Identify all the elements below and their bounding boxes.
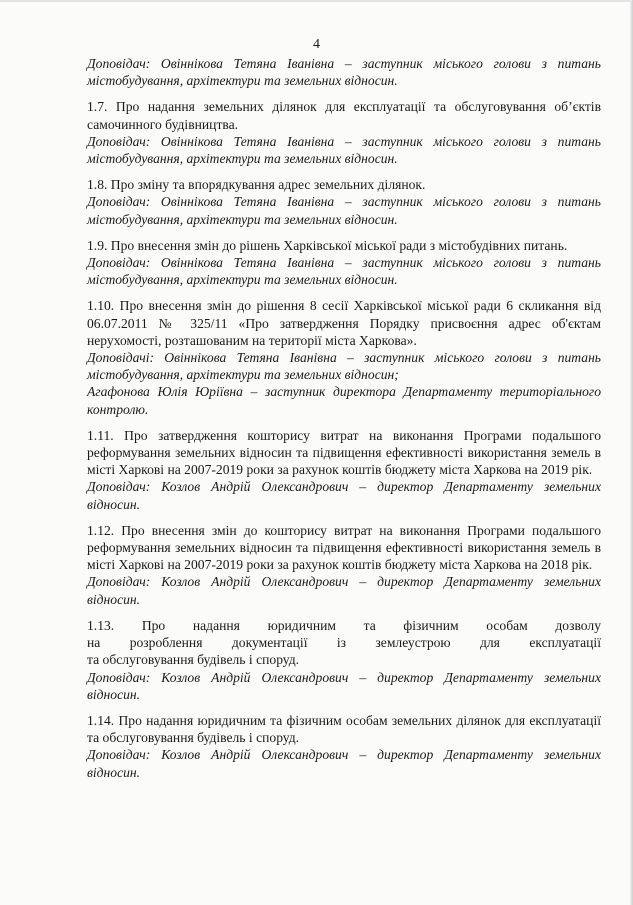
- agenda-list: [87, 55, 601, 790]
- item-heading: 1.7. Про надання земельних ділянок для експлуатації та обслуговування об’єктів самочинного будівництва.: [87, 99, 601, 132]
- reporter-line: Доповідач: Овіннікова Тетяна Іванівна – заступник міського голови з питань містобудування, архітектури та земельних відносин.: [87, 194, 601, 227]
- reporter-line: Доповідач: Овіннікова Тетяна Іванівна – заступник міського голови з питань містобудування, архітектури та земельних відносин.: [87, 56, 601, 89]
- item-heading-line: 1.13. Про надання юридичним та фізичним особам дозволу: [87, 617, 601, 633]
- item-heading: 1.8. Про зміну та впорядкування адрес земельних ділянок.: [87, 177, 426, 193]
- scan-top-edge: [0, 0, 633, 2]
- reporter-line: Доповідач: Козлов Андрій Олександрович – директор Департаменту земельних відносин.: [87, 669, 601, 702]
- agenda-item: [87, 712, 601, 781]
- item-heading: 1.10. Про внесення змін до рішення 8 сесії Харківської міської ради 6 скликання від 06.07.2011 № 325/11 «Про затвердження Порядку присвоєння адрес об'єктам нерухомості, розташованим на території міста Харкова».: [87, 298, 601, 348]
- reporter-line: Агафонова Юлія Юріївна – заступник директора Департаменту територіального контролю.: [87, 384, 601, 417]
- agenda-item: [87, 522, 601, 608]
- reporter-line: Доповідачі: Овіннікова Тетяна Іванівна – заступник міського голови з питань містобудування, архітектури та земельних відносин;: [87, 350, 601, 383]
- agenda-item: [87, 617, 601, 703]
- agenda-item: [87, 427, 601, 513]
- agenda-item: [87, 55, 601, 89]
- reporter-line: Доповідач: Козлов Андрій Олександрович – директор Департаменту земельних відносин.: [87, 747, 601, 780]
- reporter-line: Доповідач: Овіннікова Тетяна Іванівна – заступник міського голови з питань містобудування, архітектури та земельних відносин.: [87, 133, 601, 167]
- agenda-item: [87, 297, 601, 417]
- agenda-item: [87, 176, 601, 228]
- page-number: 4: [313, 37, 320, 52]
- agenda-item: [87, 237, 601, 289]
- item-heading: 1.12. Про внесення змін до кошторису витрат на виконання Програми подальшого реформування земельних відносин та підвищення ефективності використання земель в місті Харкові на 2007-2019 роки за рахунок коштів бюджету міста Харкова на 2018 рік.: [87, 522, 601, 573]
- item-heading: 1.9. Про внесення змін до рішень Харківської міської ради з містобудівних питань.: [87, 237, 568, 253]
- reporter-line: Доповідач: Козлов Андрій Олександрович – директор Департаменту земельних відносин.: [87, 479, 601, 512]
- reporter-line: Доповідач: Овіннікова Тетяна Іванівна – заступник міського голови з питань містобудування, архітектури та земельних відносин.: [87, 255, 601, 288]
- item-heading: 1.11. Про затвердження кошторису витрат на виконання Програми подальшого реформування земельних відносин та підвищення ефективності використання земель в місті Харкові на 2007-2019 роки за рахунок коштів бюджету міста Харкова на 2019 рік.: [87, 427, 601, 478]
- reporter-line: Доповідач: Козлов Андрій Олександрович – директор Департаменту земельних відносин.: [87, 574, 601, 607]
- item-heading: 1.14. Про надання юридичним та фізичним особам земельних ділянок для експлуатації та обслуговування будівель і споруд.: [87, 712, 601, 746]
- item-heading-line: на розроблення документації із землеустрою для експлуатації: [87, 635, 601, 651]
- agenda-item: [87, 98, 601, 167]
- item-heading-line: та обслуговування будівель і споруд.: [87, 652, 300, 668]
